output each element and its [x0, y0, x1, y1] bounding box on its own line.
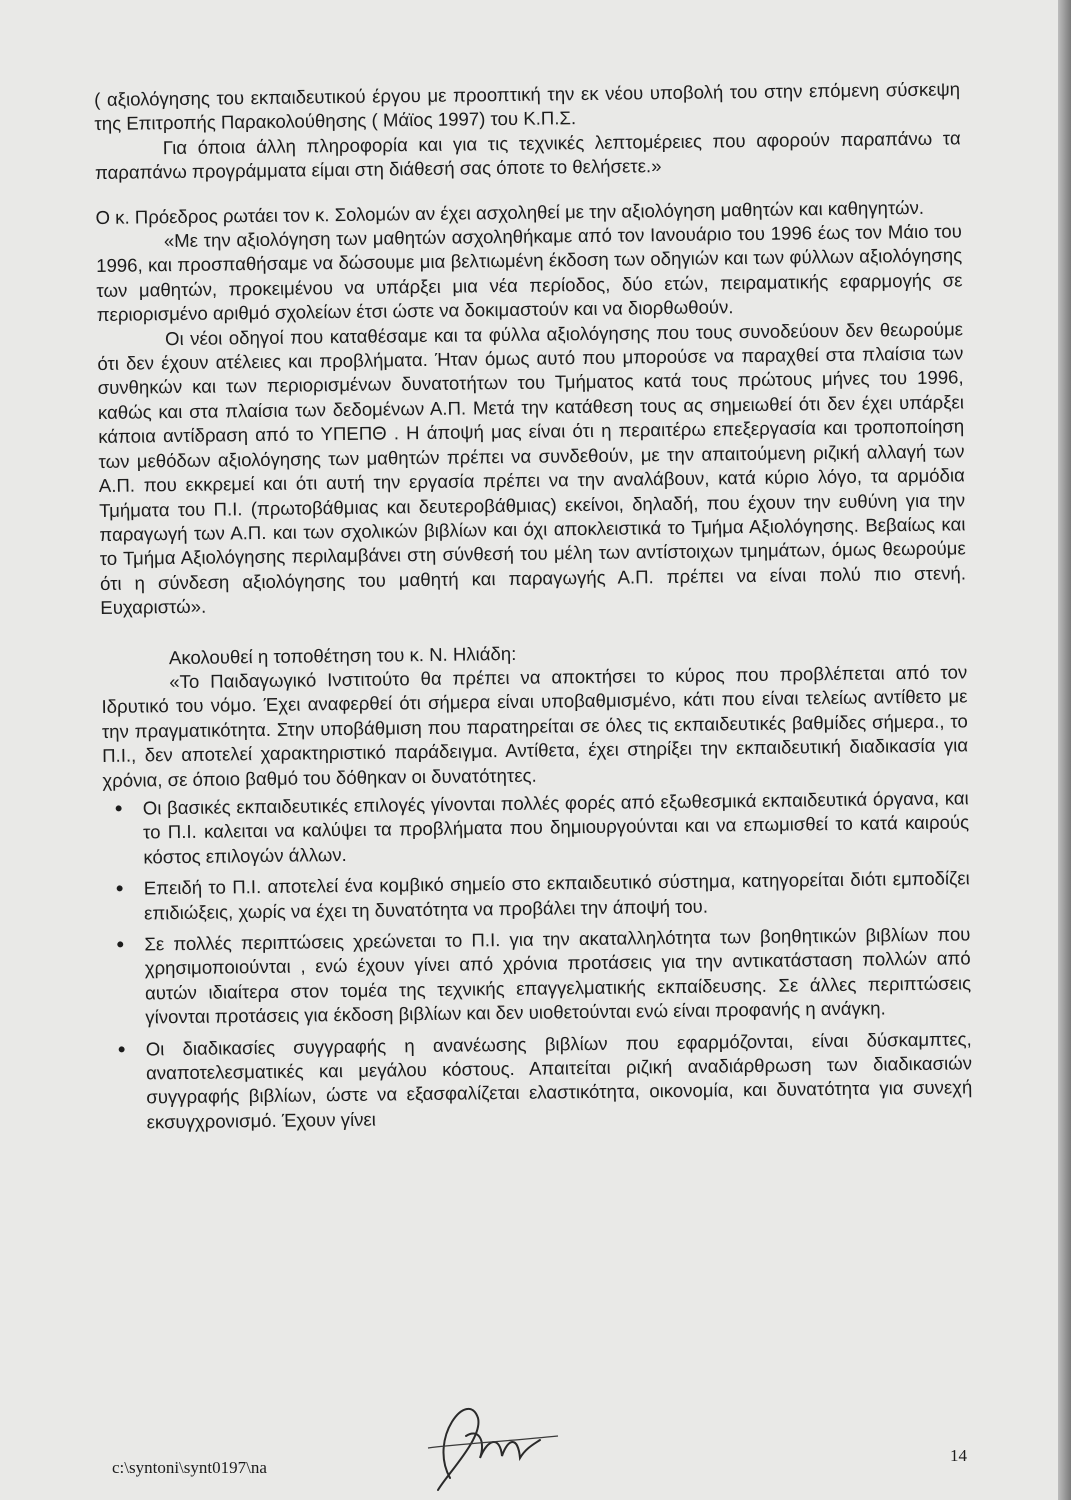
list-item: • Επειδή το Π.Ι. αποτελεί ένα κομβικό σημείο στο εκπαιδευτικό σύστημα, κατηγορείται διότι εμποδίζει επιδιώξεις, χωρίς να έχει τη δυνατότητα να προβάλει την άποψή του.	[144, 867, 971, 926]
list-item: • Οι διαδικασίες συγγραφής η ανανέωσης βιβλίων που εφαρμόζονται, είναι δύσκαμπτες, αναποτελεσματικές και μεγάλου κόστους. Απαιτείται ριζική αναδιάρθρωση των διαδικασιών συγγραφής βιβλίων, ώστε να εξασφαλίζεται ελαστικότητα, οικονομία, και δυνατότητα για συνεχή εκσυγχρονισμό. Έχουν γίνει	[146, 1027, 973, 1135]
paragraph-student-evaluation: «Με την αξιολόγηση των μαθητών ασχοληθήκαμε από τον Ιανουάριο του 1996 έως τον Μάιο του 1996, και προσπαθήσαμε να δώσουμε μια βελτιωμένη έκδοση των οδηγιών και των φύλλων αξιολόγησης των μαθητών, προκειμένου να υπάρξει μια νέα περίοδος, δύο ετών, πειραματικής εφαρμογής σε περιορισμένο αριθμό σχολείων έτσι ώστε να δοκιμαστούν και να διορθωθούν.	[96, 220, 963, 326]
bullet-list	[103, 786, 973, 1135]
page-number: 14	[950, 1446, 967, 1465]
paragraph-president-question: Ο κ. Πρόεδρος ρωτάει τον κ. Σολομών αν έχει ασχοληθεί με την αξιολόγηση μαθητών και καθηγητών.	[95, 196, 925, 228]
list-item: • Οι βασικές εκπαιδευτικές επιλογές γίνονται πολλές φορές από εξωθεσμικά εκπαιδευτικά όργανα, και το Π.Ι. καλειται να καλύψει τα προβλήματα που δημιουργούνται και να επωμισθεί το κατά καιρούς κόστος επιλογών άλλων.	[143, 786, 970, 869]
list-item: • Σε πολλές περιπτώσεις χρεώνεται το Π.Ι. για την ακαταλληλότητα των βοηθητικών βιβλίων που χρησιμοποιούνται , ενώ έχουν γίνει από χρόνια προτάσεις για την αντικατάσταση πολλών από αυτών ιδιαίτερα στον τομέα της τεχνικής επαγγελματικής εκπαίδευσης. Σε άλλες περιπτώσεις γίνονται προτάσεις για έκδοση βιβλίων και δεν υιοθετούνται ενώ είναι προφανής η ανάγκη.	[144, 922, 971, 1030]
paragraph-iliadis-statement: «Το Παιδαγωγικό Ινστιτούτο θα πρέπει να αποκτήσει το κύρος που προβλέπεται από τον Ιδρυτικό του νόμο. Έχει αναφερθεί ότι σήμερα είναι υποβαθμισμένο, κάτι που είναι τελείως αντίθετο με την πραγματικότητα. Στην υποβάθμιση που παρατηρείται σε όλες τις εκπαιδευτικές βαθμίδες σήμερα., το Π.Ι., δεν αποτελεί χαρακτηριστικό παράδειγμα. Αντίθετα, έχει στηρίξει την εκπαιδευτική διαδικασία για χρόνια, σε όποιο βαθμό του δόθηκαν οι δυνατότητες.	[101, 661, 969, 791]
paragraph-iliadis-intro: Ακολουθεί η τοποθέτηση του κ. Ν. Ηλιάδη:	[168, 642, 517, 668]
paragraph-continuation: ( αξιολόγησης του εκπαιδευτικού έργου με προοπτική την εκ νέου υποβολή του στην επόμενη σύσκεψη της Επιτροπής Παρακολούθησης ( Μάϊος 1997) του Κ.Π.Σ.	[94, 78, 961, 135]
page-edge-shadow	[1058, 0, 1071, 1500]
paragraph-more-info: Για όποια άλλη πληροφορία και για τις τεχνικές λεπτομέρειες που αφορούν παραπάνω τα παραπάνω προγράμματα είμαι στη διάθεσή σας όποτε το θελήσετε.»	[94, 127, 961, 184]
paragraph-new-guides: Οι νέοι οδηγοί που καταθέσαμε και τα φύλλα αξιολόγησης που τους συνοδεύουν δεν θεωρούμε ότι δεν έχουν ατέλειες και προβλήματα. Ήταν όμως αυτό που μπορούσε να παραχθεί στα πλαίσια των συνθηκών και των περιορισμένων δυνατοτήτων του Τμήματος κατά τους πρώτους μήνες του 1996, καθώς και στα πλαίσια των δεδομένων Α.Π. Μετά την κατάθεση τους ας σημειωθεί ότι δεν έχει υπάρξει κάποια αντίδραση από το ΥΠΕΠΘ . Η άποψή μας είναι ότι η περαιτέρω επεξεργασία και τροποποίηση των μεθόδων αξιολόγησης των μαθητών πρέπει να συνδεθούν, με την απαιτούμενη ριζική αλλαγή των Α.Π. που εκκρεμεί και ότι αυτή την εργασία πρέπει να την αναλάβουν, κατά κύριο λόγο, τα αρμόδια Τμήματα του Π.Ι. (πρωτοβάθμιας και δευτεροβάθμιας) εκείνοι, δηλαδή, που έχουν την ευθύνη για την παραγωγή των Α.Π. και των σχολικών βιβλίων και όχι αποκλειστικά το Τμήμα Αξιολόγησης. Βεβαίως και το Τμήμα Αξιολόγησης περιλαμβάνει στη σύνθεσή του μέλη των αντίστοιχων τμημάτων, όμως θεωρούμε ότι η σύνδεση αξιολόγησης του μαθητή και παραγωγής Α.Π. πρέπει να είναι πολύ πιο στενή. Ευχαριστώ».	[97, 318, 967, 619]
handwritten-signature	[408, 1378, 588, 1498]
body-text	[94, 77, 973, 1142]
footer-file-path: c:\syntoni\synt0197\na	[112, 1458, 267, 1477]
